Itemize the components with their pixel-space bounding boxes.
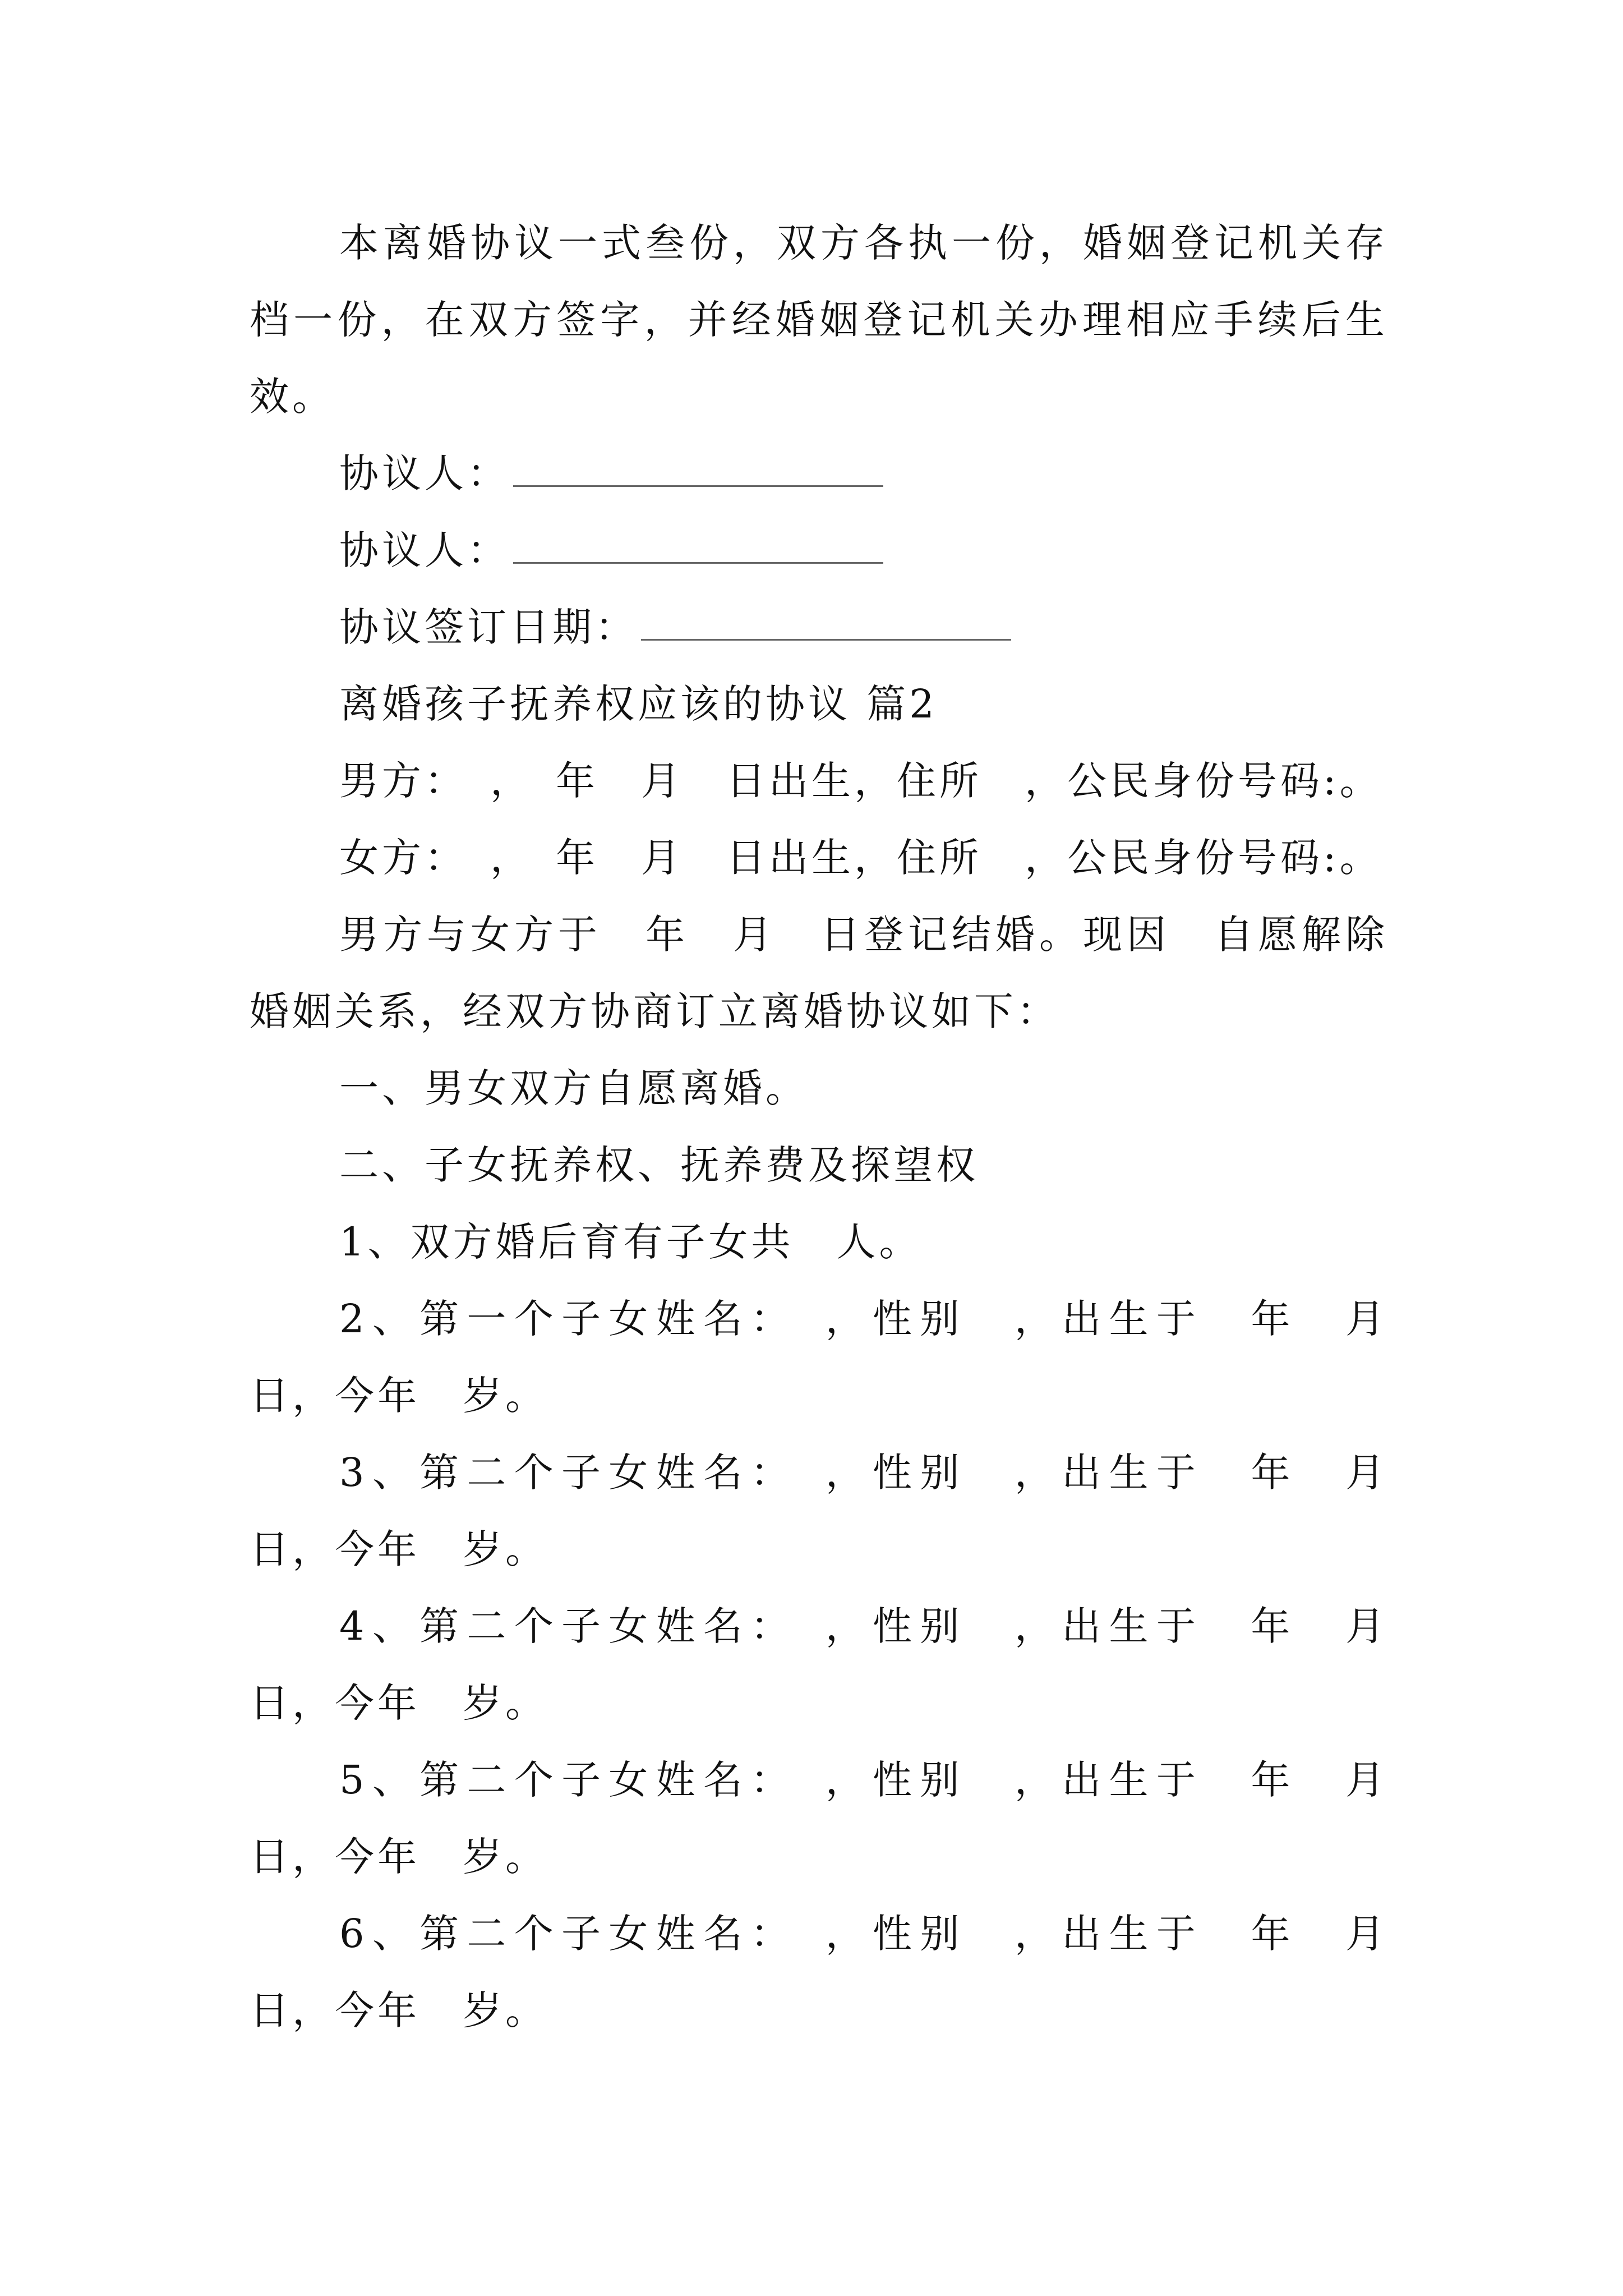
clause-2: 二、子女抚养权、抚养费及探望权 <box>339 1142 979 1188</box>
signature-line-date <box>250 589 1388 666</box>
child-count: 1、双方婚后育有子女共 人。 <box>339 1219 922 1265</box>
child-3: 4、第二个子女姓名： ，性别 ，出生于 年 月 日，今年 岁。 <box>250 1603 1431 1726</box>
signature-label: 协议人： <box>339 450 510 496</box>
child-2: 3、第二个子女姓名： ，性别 ，出生于 年 月 日，今年 岁。 <box>250 1450 1431 1572</box>
child-1: 2、第一个子女姓名： ，性别 ，出生于 年 月 日，今年 岁。 <box>250 1296 1431 1419</box>
signature-blank <box>513 560 883 564</box>
section-title: 离婚孩子抚养权应该的协议 篇2 <box>339 681 938 727</box>
clause-1: 一、男女双方自愿离婚。 <box>339 1065 808 1111</box>
paragraph-copies: 本离婚协议一式叁份，双方各执一份，婚姻登记机关存档一份，在双方签字，并经婚姻登记机关办理相应手续后生效。 <box>250 220 1388 420</box>
paragraph-female: 女方： ， 年 月 日出生，住所 ，公民身份号码:。 <box>339 835 1382 881</box>
child-5: 6、第二个子女姓名： ，性别 ，出生于 年 月 日，今年 岁。 <box>250 1911 1431 2033</box>
signature-blank <box>641 637 1011 641</box>
signature-line-party-2 <box>250 512 1388 589</box>
signature-line-party-1 <box>250 435 1388 512</box>
signature-label: 协议人： <box>339 527 510 573</box>
signature-blank <box>513 483 883 487</box>
child-4: 5、第二个子女姓名： ，性别 ，出生于 年 月 日，今年 岁。 <box>250 1757 1431 1880</box>
signature-label: 协议签订日期： <box>339 604 638 650</box>
document-page <box>250 205 1431 2049</box>
paragraph-male: 男方： ， 年 月 日出生，住所 ，公民身份号码:。 <box>339 758 1382 804</box>
paragraph-marriage: 男方与女方于 年 月 日登记结婚。现因 自愿解除婚姻关系，经双方协商订立离婚协议如下： <box>250 912 1388 1034</box>
